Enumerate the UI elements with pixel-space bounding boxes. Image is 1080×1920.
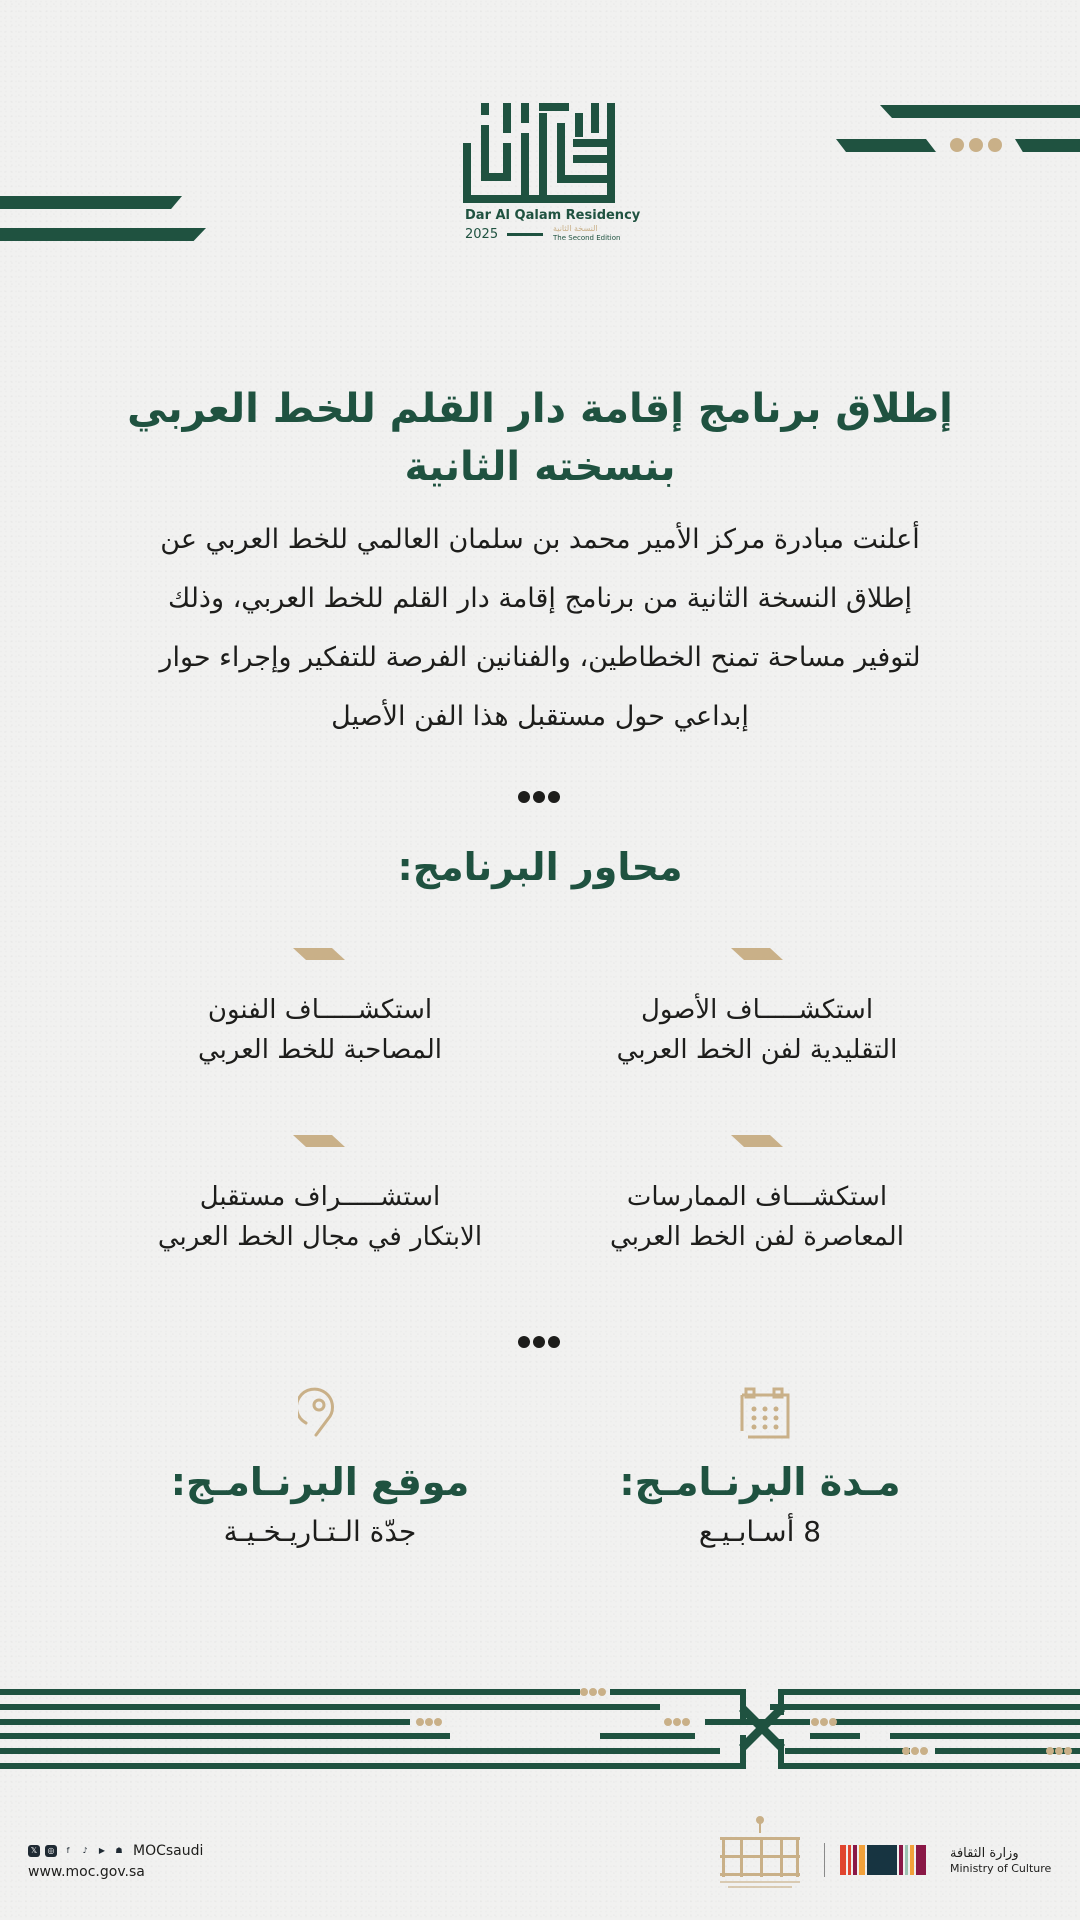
headline: [120, 380, 960, 496]
social-links: [28, 1843, 203, 1859]
decor-bar-left-bottom: [0, 228, 206, 241]
pillar-item-1: [587, 990, 927, 1070]
location-label: موقع البرنـامـج:: [170, 1460, 470, 1504]
decor-dot: [950, 138, 964, 152]
pillar-line: استكشـــــاف الفنون: [207, 995, 433, 1025]
dot-icon: [548, 791, 560, 803]
logo-divider: [824, 1843, 825, 1877]
facebook-icon[interactable]: f: [66, 1846, 70, 1855]
logo-name-en: Dar Al Qalam Residency: [465, 208, 641, 223]
pillar-line: استشـــــراف مستقبل: [199, 1182, 441, 1212]
decor-dot: [969, 138, 983, 152]
x-icon[interactable]: 𝕏: [28, 1845, 40, 1857]
decor-interlace-band: [0, 1685, 1080, 1770]
pillar-line: استكشـــــاف الأصول: [640, 995, 874, 1025]
decor-bar-right-bottom: [1015, 139, 1080, 152]
pillar-marker-icon: [293, 1135, 345, 1147]
logo-divider: [507, 233, 543, 236]
pillar-item-2: [150, 990, 490, 1070]
separator-dots: [518, 1336, 560, 1348]
pillar-line: التقليدية لفن الخط العربي: [616, 1035, 898, 1065]
program-pillars-title: محاور البرنامج:: [397, 845, 683, 889]
calendar-icon: [738, 1385, 792, 1439]
location-value: جدّة الـتـاريـخـيـة: [223, 1515, 417, 1548]
pillar-line: استكشـــاف الممارسات: [626, 1182, 888, 1212]
dot-icon: [518, 1336, 530, 1348]
ministry-name-en: Ministry of Culture: [950, 1862, 1052, 1875]
dot-icon: [548, 1336, 560, 1348]
dot-icon: [533, 791, 545, 803]
snapchat-icon[interactable]: ☗: [115, 1846, 123, 1855]
instagram-icon[interactable]: ◎: [45, 1845, 57, 1857]
separator-dots: [518, 791, 560, 803]
youtube-icon[interactable]: ▶: [98, 1846, 106, 1855]
pillar-line: الابتكار في مجال الخط العربي: [157, 1222, 483, 1252]
logo-year: 2025: [465, 227, 499, 242]
headline-line-2: بنسخته الثانية: [404, 444, 676, 490]
decor-bar-right-top: [880, 105, 1080, 118]
ministry-name-ar: وزارة الثقافة: [950, 1846, 1019, 1861]
dar-al-qalam-logo: [463, 103, 615, 203]
decor-bar-right-mid: [836, 139, 936, 152]
social-handle[interactable]: MOCsaudi: [133, 1843, 204, 1859]
ministry-of-culture-logo: [840, 1845, 926, 1875]
pillar-marker-icon: [731, 948, 783, 960]
duration-label: مـدة البرنـامـج:: [619, 1460, 901, 1504]
duration-value: 8 أسـابـيـع: [698, 1515, 822, 1548]
dot-icon: [533, 1336, 545, 1348]
decor-bar-left-top: [0, 196, 182, 209]
pillar-line: المصاحبة للخط العربي: [198, 1035, 442, 1065]
location-pin-icon: [298, 1385, 340, 1437]
pillar-marker-icon: [731, 1135, 783, 1147]
pillar-line: المعاصرة لفن الخط العربي: [610, 1222, 904, 1252]
tiktok-icon[interactable]: ♪: [82, 1846, 88, 1855]
logo-edition-en: The Second Edition: [553, 234, 621, 242]
intro-paragraph: أعلنت مبادرة مركز الأمير محمد بن سلمان العالمي للخط العربي عن إطلاق النسخة الثانية من برنامج إقامة دار القلم للخط العربي، وذلك لتوفير مساحة تمنح الخطاطين، والفنانين الفرصة للتفكير وإجراء حوار إبداعي حول مستقبل هذا الفن الأصيل: [159, 524, 921, 732]
calligraphy-center-logo: [710, 1815, 810, 1895]
logo-edition-ar: النسخة الثانية: [553, 224, 598, 233]
headline-line-1: إطلاق برنامج إقامة دار القلم للخط العربي: [127, 386, 953, 432]
decor-dot: [988, 138, 1002, 152]
pillar-item-3: [587, 1177, 927, 1257]
website-link[interactable]: www.moc.gov.sa: [28, 1864, 145, 1880]
dot-icon: [518, 791, 530, 803]
pillar-item-4: [150, 1177, 490, 1257]
pillar-marker-icon: [293, 948, 345, 960]
